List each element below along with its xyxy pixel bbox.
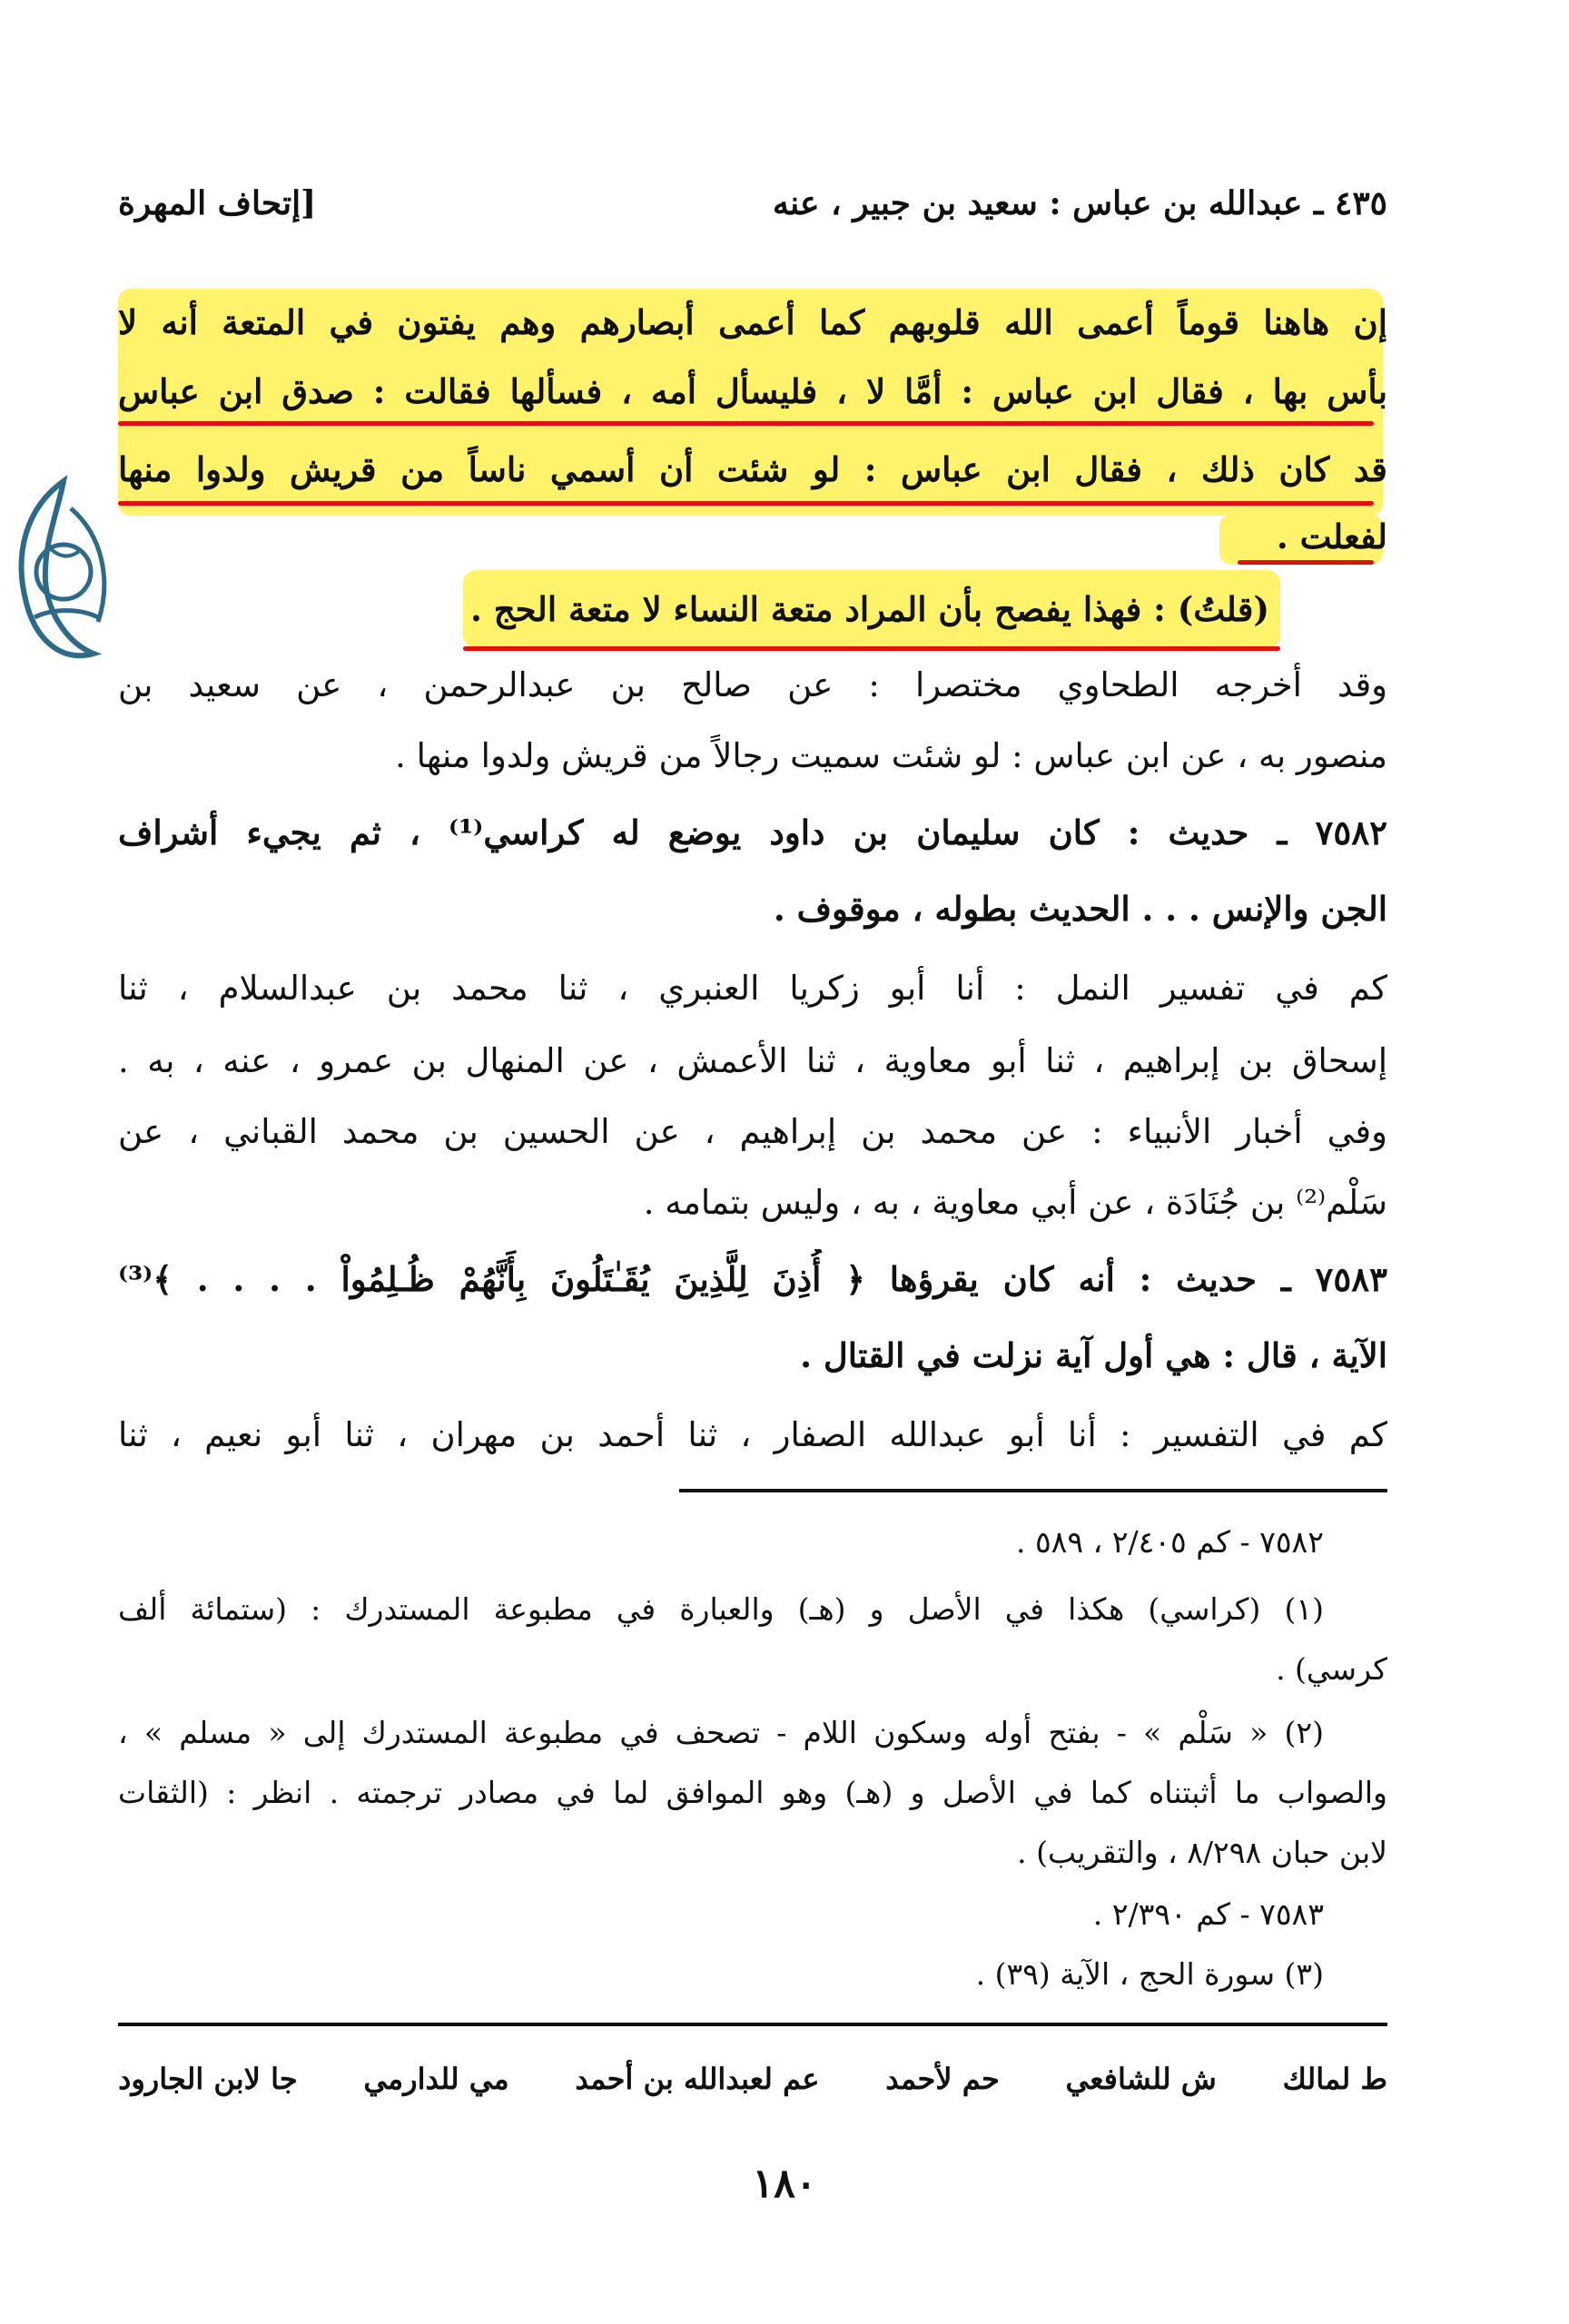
body-line: كم في تفسير النمل : أنا أبو زكريا العنبري ، ثنا محمد بن عبدالسلام ، ثنا: [118, 969, 1387, 1008]
hadith-heading-7582: ٧٥٨٢ ـ حديث : كان سليمان بن داود يوضع له كراسي⁽¹⁾ ، ثم يجيء أشراف: [118, 812, 1387, 852]
body-line: إسحاق بن إبراهيم ، ثنا أبو معاوية ، ثنا الأعمش ، عن المنهال بن عمرو ، عنه ، به .: [118, 1041, 1387, 1080]
header-chapter-title: ٤٣٥ ـ عبدالله بن عباس : سعيد بن جبير ، عنه: [772, 184, 1387, 222]
body-line: سَلْم⁽²⁾ بن جُنَادَة ، عن أبي معاوية ، به ، وليس بتمامه .: [643, 1183, 1387, 1222]
footnote-line: ٧٥٨٣ - كم ٢/٣٩٠ .: [1092, 1896, 1324, 1932]
underline-4: [463, 646, 1280, 651]
highlight-text-line: لفعلت .: [1276, 517, 1387, 556]
body-line: كم في التفسير : أنا أبو عبدالله الصفار ، ثنا أحمد بن مهران ، ثنا أبو نعيم ، ثنا: [118, 1415, 1387, 1454]
body-line: الجن والإنس . . . الحديث بطوله ، موقوف .: [773, 889, 1387, 929]
body-line: وقد أخرجه الطحاوي مختصرا : عن صالح بن عبدالرحمن ، عن سعيد بن: [118, 665, 1387, 704]
footnote-line: والصواب ما أثبتناه كما في الأصل و (هـ) وهو الموافق لما في مصادر ترجمته . انظر : (الثقات: [118, 1775, 1387, 1810]
footnote-line: لابن حبان ٨/٢٩٨ ، والتقريب) .: [1017, 1835, 1387, 1870]
underline-2: [118, 501, 1374, 506]
qultu-text: (قلتُ) : فهذا يفصح بأن المراد متعة النساء لا متعة الحج .: [470, 589, 1269, 629]
abbreviations-footer: [118, 2052, 1387, 2106]
footnote-line: ٧٥٨٢ - كم ٢/٤٠٥ ، ٥٨٩ .: [1015, 1524, 1324, 1560]
footer-abbrev: عم لعبدالله بن أحمد: [575, 2062, 820, 2096]
footer-abbrev: جا لابن الجارود: [118, 2062, 298, 2096]
footnote-line: (٢) « سَلْم » - بفتح أوله وسكون اللام - تصحف في مطبوعة المستدرك إلى « مسلم » ،: [118, 1715, 1324, 1750]
body-line: منصور به ، عن ابن عباس : لو شئت سميت رجالاً من قريش ولدوا منها .: [395, 736, 1387, 775]
underline-1: [118, 421, 1374, 426]
footer-abbrev: حم لأحمد: [885, 2062, 1000, 2096]
footnote-line: (٣) سورة الحج ، الآية (٣٩) .: [975, 1956, 1324, 1992]
highlight-text-line: إن هاهنا قوماً أعمى الله قلوبهم كما أعمى أبصارهم وهم يفتون في المتعة أنه لا: [118, 302, 1387, 342]
footnote-separator: [679, 1489, 1387, 1492]
body-line: الآية ، قال : هي أول آية نزلت في القتال .: [800, 1335, 1387, 1375]
page-header: [118, 174, 1387, 232]
footer-abbrev: ش للشافعي: [1065, 2062, 1217, 2096]
seal-logo-icon: [7, 472, 121, 672]
footnote-line: (١) (كراسي) هكذا في الأصل و (هـ) والعبارة في مطبوعة المستدرك : (ستمائة ألف: [118, 1591, 1324, 1627]
page-number: ١٨٠: [752, 2161, 817, 2207]
footer-separator: [118, 2023, 1387, 2026]
hadith-heading-7583: ٧٥٨٣ ـ حديث : أنه كان يقرؤها ﴿ أُذِنَ لِلَّذِينَ يُقَـٰتَلُونَ بِأَنَّهُمْ ظُـلِمُواْ . . . . ﴾⁽³⁾: [118, 1259, 1387, 1299]
highlight-text-line: قد كان ذلك ، فقال ابن عباس : لو شئت أن أسمي ناساً من قريش ولدوا منها: [118, 449, 1387, 489]
body-line: وفي أخبار الأنبياء : عن محمد بن إبراهيم ، عن الحسين بن محمد القباني ، عن: [118, 1112, 1387, 1151]
footer-abbrev: ط لمالك: [1282, 2062, 1387, 2096]
highlight-text-line: بأس بها ، فقال ابن عباس : أمَّا لا ، فليسأل أمه ، فسألها فقالت : صدق ابن عباس: [118, 371, 1387, 411]
footnote-line: كرسي) .: [1276, 1651, 1387, 1687]
header-book-title: [إتحاف المهرة: [118, 184, 317, 222]
footer-abbrev: مي للدارمي: [363, 2062, 509, 2096]
